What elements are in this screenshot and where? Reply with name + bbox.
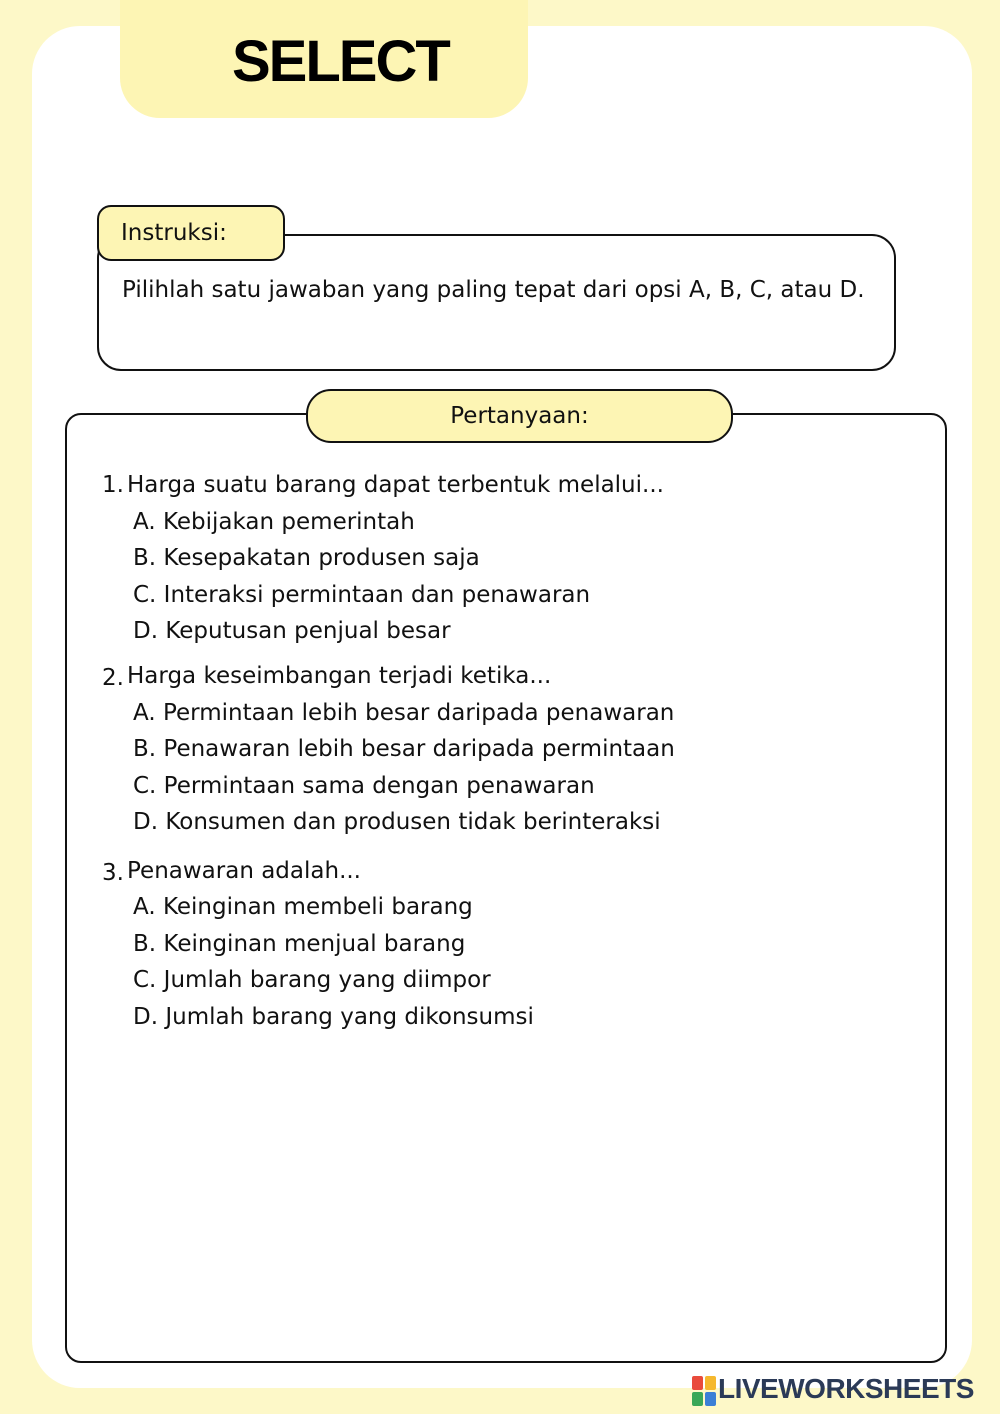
logo-tile-i <box>705 1376 716 1390</box>
question-text: Harga keseimbangan terjadi ketika... <box>127 663 552 689</box>
questions-label-tab <box>306 389 733 443</box>
question-number: 1. <box>102 472 124 498</box>
logo-tile-l <box>692 1376 703 1390</box>
option-d[interactable]: D. Keputusan penjual besar <box>133 618 451 644</box>
instruction-label: Instruksi: <box>121 220 227 246</box>
option-b[interactable]: B. Kesepakatan produsen saja <box>133 545 480 571</box>
option-d[interactable]: D. Jumlah barang yang dikonsumsi <box>133 1004 534 1030</box>
option-b[interactable]: B. Keinginan menjual barang <box>133 931 466 957</box>
liveworksheets-logo-icon <box>692 1376 716 1406</box>
instruction-label-tab <box>97 205 285 261</box>
option-a[interactable]: A. Permintaan lebih besar daripada penawaran <box>133 700 675 726</box>
watermark-text: LIVEWORKSHEETS <box>718 1373 974 1404</box>
question-text: Harga suatu barang dapat terbentuk melalui... <box>127 472 664 498</box>
option-c[interactable]: C. Jumlah barang yang diimpor <box>133 967 491 993</box>
instruction-text: Pilihlah satu jawaban yang paling tepat dari opsi A, B, C, atau D. <box>122 277 865 303</box>
logo-tile-e <box>705 1392 716 1406</box>
option-a[interactable]: A. Keinginan membeli barang <box>133 894 473 920</box>
option-b[interactable]: B. Penawaran lebih besar daripada permintaan <box>133 736 675 762</box>
option-c[interactable]: C. Permintaan sama dengan penawaran <box>133 773 595 799</box>
option-c[interactable]: C. Interaksi permintaan dan penawaran <box>133 582 591 608</box>
page-title: SELECT <box>232 29 449 94</box>
questions-label: Pertanyaan: <box>450 403 589 429</box>
option-d[interactable]: D. Konsumen dan produsen tidak berinteraksi <box>133 809 661 835</box>
question-number: 3. <box>102 860 124 886</box>
logo-tile-v <box>692 1392 703 1406</box>
question-number: 2. <box>102 665 124 691</box>
question-text: Penawaran adalah... <box>127 858 361 884</box>
option-a[interactable]: A. Kebijakan pemerintah <box>133 509 415 535</box>
